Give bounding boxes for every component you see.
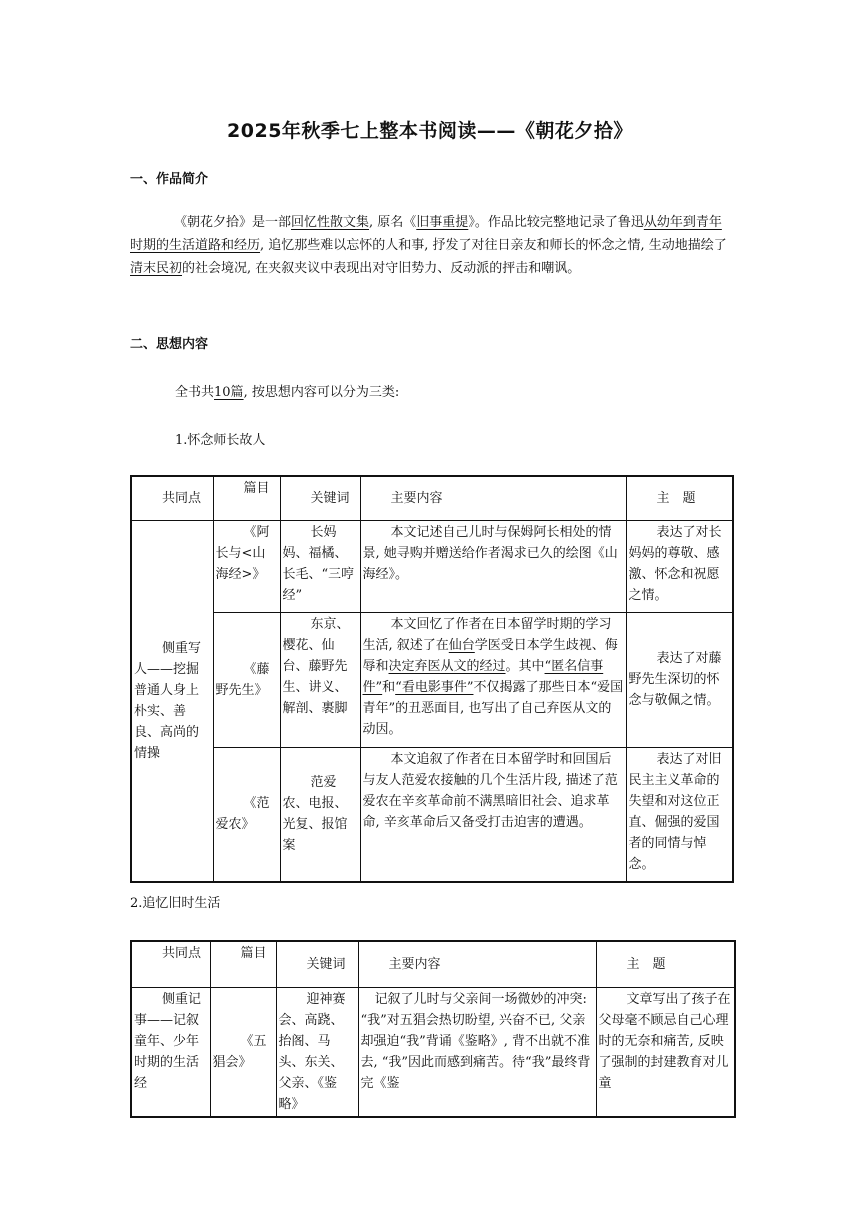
- category-heading-2: 2.追忆旧时生活: [130, 896, 221, 911]
- table-row: [131, 612, 733, 747]
- header-keywords: 关键词: [276, 941, 358, 987]
- intro-text: 》。作品比较完整地记录了鲁迅: [468, 215, 644, 230]
- header-common: 共同点: [131, 941, 210, 987]
- header-theme: 主 题: [626, 476, 733, 520]
- common-point-cell: 侧重写人——挖掘普通人身上朴实、善良、高尚的情操: [131, 520, 213, 882]
- content-text: 不仅揭露了那些日本“爱国青年”的丑恶面目, 也写出了自己弃医从文的动因。: [362, 679, 624, 737]
- header-title: 篇目: [210, 941, 276, 987]
- intro-underline-genre: 回忆性散文集: [291, 215, 370, 230]
- content-cell: 本文追叙了作者在日本留学时和回国后与友人范爱农接触的几个生活片段, 描述了范爱农在辛亥革命前不满黑暗旧社会、追求革命, 辛亥革命后又备受打击迫害的遭遇。: [360, 747, 626, 882]
- content-cell: 记叙了儿时与父亲间一场微妙的冲突: “我”对五猖会热切盼望, 兴奋不已, 父亲却强迫“我”背诵《鉴略》, 背不出就不准去, “我”因此而感到痛苦。待“我”最终背完《鉴: [358, 987, 596, 1117]
- header-content: 主要内容: [360, 476, 626, 520]
- content-summary: [175, 381, 399, 400]
- content-cell: 本文记述自己儿时与保姆阿长相处的情景, 她寻购并赠送给作者渴求已久的绘图《山海经》。: [360, 520, 626, 612]
- content-underline: “看电影事件”: [395, 679, 474, 695]
- table-header-row: [131, 476, 733, 520]
- content-text: 学医受日本学生歧视、侮辱和: [362, 637, 618, 674]
- header-keywords: 关键词: [280, 476, 360, 520]
- intro-text: 《朝花夕拾》是一部: [174, 215, 292, 230]
- table-past-life: [130, 940, 736, 1118]
- theme-cell: 文章写出了孩子在父母毫不顾忌自己心理时的无奈和痛苦, 反映了强制的封建教育对儿童: [596, 987, 735, 1117]
- content-underline: “匿名信事件”: [362, 658, 604, 695]
- header-content: 主要内容: [358, 941, 596, 987]
- intro-underline-era: 清末民初: [130, 261, 183, 276]
- table-row: [131, 987, 735, 1117]
- theme-cell: 表达了对藤野先生深切的怀念与敬佩之情。: [626, 612, 733, 747]
- content-underline: 仙台: [448, 637, 475, 653]
- summary-text: 全书共: [175, 385, 215, 400]
- theme-cell: 表达了对旧民主主义革命的失望和对这位正直、倔强的爱国者的同情与悼念。: [626, 747, 733, 882]
- category-heading-1: 1.怀念师长故人: [175, 433, 266, 448]
- section-heading-intro: 一、作品简介: [130, 172, 209, 187]
- keywords-cell: 长妈妈、福橘、长毛、“三哼经”: [280, 520, 360, 612]
- keywords-cell: 东京、樱花、仙台、藤野先生、讲义、解剖、裹脚: [280, 612, 360, 747]
- content-text: 。其中: [505, 658, 545, 674]
- summary-count: 10篇: [214, 385, 244, 400]
- intro-text: , 追忆那些难以忘怀的人和事, 抒发了对往日亲友和师长的怀念之情, 生动地描绘了: [260, 238, 727, 253]
- table-header-row: [131, 941, 735, 987]
- title-cell: 《五猖会》: [210, 987, 276, 1117]
- keywords-cell: 迎神赛会、高跷、抬阁、马头、东关、父亲、《鉴略》: [276, 987, 358, 1117]
- title-cell: 《范爱农》: [213, 747, 280, 882]
- intro-underline-original-name: 旧事重提: [416, 215, 469, 230]
- intro-text: 的社会境况, 在夹叙夹议中表现出对守旧势力、反动派的抨击和嘲讽。: [182, 261, 581, 276]
- theme-cell: 表达了对长妈妈的尊敬、感激、怀念和祝愿之情。: [626, 520, 733, 612]
- intro-text: , 原名《: [369, 215, 417, 230]
- common-point-cell: 侧重记事——记叙童年、少年时期的生活经: [131, 987, 210, 1117]
- header-common: 共同点: [131, 476, 213, 520]
- header-title: 篇目: [213, 476, 280, 520]
- intro-underline-period: 从幼年到青年时期的生活道路和经历: [130, 215, 722, 253]
- title-cell: 《藤野先生》: [213, 612, 280, 747]
- content-underline: 决定弃医从文的经过: [388, 658, 506, 674]
- content-cell: [360, 612, 626, 747]
- header-theme: 主 题: [596, 941, 735, 987]
- document-title: 2025年秋季七上整本书阅读——《朝花夕拾》: [227, 120, 633, 142]
- table-row: [131, 520, 733, 612]
- summary-text: , 按思想内容可以分为三类:: [243, 385, 400, 400]
- intro-paragraph: [130, 211, 730, 280]
- title-cell: 《阿长与<山海经>》: [213, 520, 280, 612]
- content-text: 本文回忆了作者在日本留学时期的学习生活, 叙述了在: [362, 616, 612, 653]
- section-heading-content: 二、思想内容: [130, 337, 209, 352]
- content-text: 和: [382, 679, 396, 695]
- table-row: [131, 747, 733, 882]
- table-memorial-teachers: [130, 475, 734, 883]
- keywords-cell: 范爱农、电报、光复、报馆案: [280, 747, 360, 882]
